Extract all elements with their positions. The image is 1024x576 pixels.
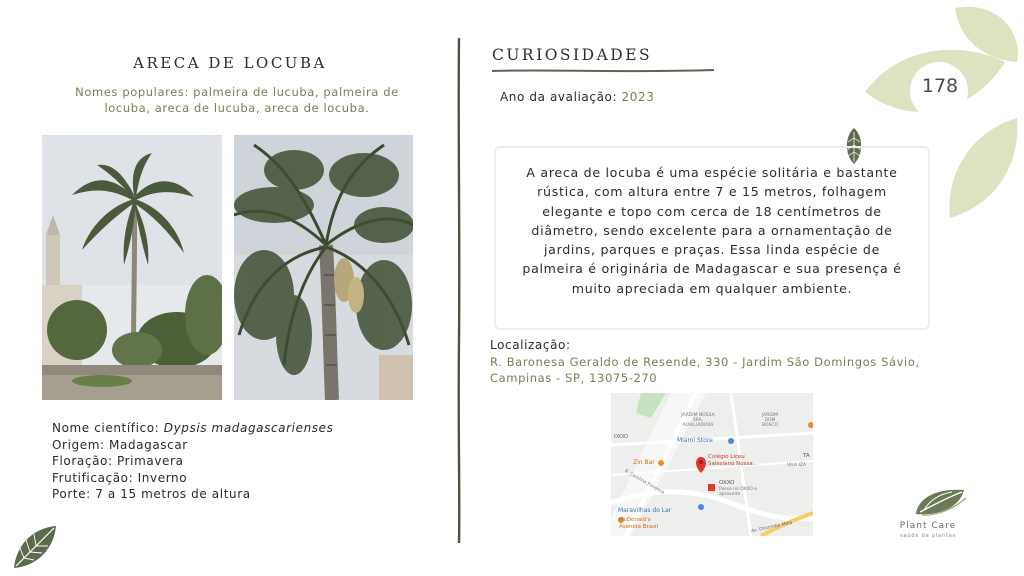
origin-row: Origem: Madagascar xyxy=(52,437,188,452)
map-pin-maravilhas xyxy=(698,504,704,510)
map-label-street: R. Carolina Florence xyxy=(623,469,665,496)
location-address: R. Baronesa Geraldo de Resende, 330 - Jardim São Domingos Sávio, Campinas - SP, 13075-270 xyxy=(490,355,920,385)
plant-photo-2 xyxy=(234,135,413,400)
plant-title: ARECA DE LOCUBA xyxy=(133,54,327,72)
year-label: Ano da avaliação: xyxy=(500,90,618,104)
map-label-zinbar: Zin Bar xyxy=(633,459,655,466)
section-title: CURIOSIDADES xyxy=(492,46,653,64)
fruiting-row: Frutificação: Inverno xyxy=(52,470,188,485)
map-label-ta: TA xyxy=(803,453,810,459)
map-label-orozimbo: Av. Orozimbo Maia xyxy=(750,520,793,535)
popular-names: Nomes populares: palmeira de lucuba, palmeira de locuba, areca de lucuba, areca de locuba. xyxy=(75,85,399,115)
description-text: A areca de locuba é uma espécie solitária e bastante rústica, com altura entre 7 e 15 metros, folhagem elegante e topo com cerca de 18 centímetros de diâmetro, sendo excelente para a ornamentação de jardins, parques e praças. Essa linda espécie de palmeira é originária de Madagascar e sua presença é muito apreciada em qualquer ambiente. xyxy=(522,165,902,296)
scientific-name-value: Dypsis madagascarienses xyxy=(163,421,334,435)
brand-tagline: saúde de plantas xyxy=(900,533,956,539)
location-map[interactable] xyxy=(611,393,813,536)
map-label-colegio: Colégio Liceu Salesiano Nossa... xyxy=(708,454,758,467)
scientific-name-row xyxy=(52,420,333,437)
location-label: Localização: xyxy=(490,338,571,352)
map-label-oxxo: OXXO xyxy=(719,480,735,486)
scientific-name-label: Nome científico: xyxy=(52,421,160,435)
map-label-oxxo-top: OXXO xyxy=(614,434,629,440)
column-divider xyxy=(457,38,461,543)
plant-facts xyxy=(52,420,333,503)
title-underline xyxy=(492,68,714,74)
evaluation-year xyxy=(500,90,655,104)
map-pin-zinbar xyxy=(658,460,664,466)
map-label-miami: Miami Store xyxy=(677,437,713,444)
map-pin-miami xyxy=(728,438,734,444)
flowering-row: Floração: Primavera xyxy=(52,454,184,468)
year-value: 2023 xyxy=(621,90,655,104)
size-row: Porte: 7 a 15 metros de altura xyxy=(52,487,251,501)
map-label-dom-bosco: JARDIM DOM BOSCO xyxy=(761,413,779,428)
page-number: 178 xyxy=(921,75,959,97)
plant-photo-1 xyxy=(42,135,222,400)
map-label-maravilhas: Maravilhas do Lar xyxy=(618,507,672,514)
brand-name: Plant Care xyxy=(899,521,957,531)
leaf-icon-bottom-left xyxy=(10,522,60,572)
map-label-mcdonalds: McDonald's Avenida Brasil xyxy=(619,517,659,530)
plant-care-logo-icon xyxy=(912,486,968,518)
map-label-nossa-sra: JARDIM NOSSA SRA. AUXILIADORA xyxy=(681,413,715,428)
map-label-vila-iza: VILA IZA xyxy=(787,463,807,468)
leaf-shape-bottom xyxy=(949,118,1017,218)
map-pin-oxxo xyxy=(708,484,715,491)
map-label-oxxo-sub: Passe no OXXO e aproveite xyxy=(719,487,758,497)
